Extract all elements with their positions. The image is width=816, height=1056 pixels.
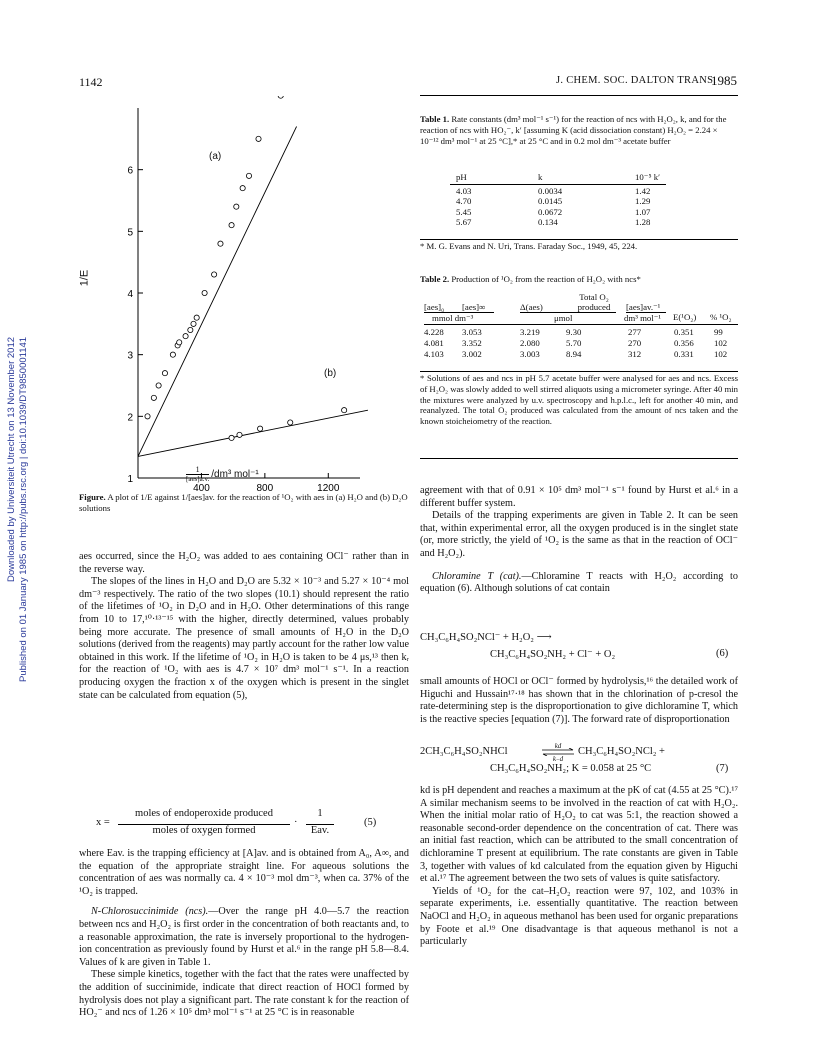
data-point-a (191, 321, 196, 326)
page-number: 1142 (79, 75, 103, 89)
data-point-a (256, 136, 261, 141)
download-watermark (4, 60, 28, 680)
table1-cell: 1.28 (635, 217, 651, 227)
table1-cell: 0.134 (538, 217, 558, 227)
table2-header: % ¹O₂ (710, 312, 732, 322)
equation-6 (420, 631, 738, 665)
table-row (424, 338, 738, 349)
table1-cell: 5.45 (456, 206, 472, 217)
right-column-mid (420, 676, 738, 726)
table2-header-total: Total O₂ produced (577, 292, 611, 312)
data-point-a (145, 414, 150, 419)
table2-header: Δ(aes) (520, 302, 543, 312)
eq7-number: (7) (716, 763, 729, 774)
data-point-a (151, 395, 156, 400)
right-column-lower (420, 785, 738, 949)
data-point-a (240, 186, 245, 191)
eq5-fraction2-num: 1 (317, 808, 323, 819)
figure-plot (78, 96, 408, 496)
table1-header: 10⁻⁵ k′ (635, 172, 661, 182)
table2-title (420, 274, 738, 285)
left-para-4 (79, 906, 409, 969)
x-tick-label: 400 (193, 483, 210, 494)
y-tick-label: 3 (127, 350, 133, 362)
right-para-2: Details of the trapping experiments are given in Table 2. It can be seen that, within experimental error, all the oxygen produced is in the singlet state (or, more strictly, the yield of ¹O₂ is the same as that in the reaction of OCl⁻ and H₂O₂). (420, 510, 738, 559)
table2-cell: 277 (628, 327, 642, 337)
table2-end-rule (420, 458, 738, 459)
data-points (145, 96, 347, 441)
table2-cell: 102 (714, 349, 728, 359)
eq5-numerator: moles of endoperoxide produced (135, 808, 273, 819)
table1-title (420, 114, 738, 146)
table2-cell: 3.053 (462, 327, 482, 337)
data-point-a (246, 173, 251, 178)
table1-cell: 1.42 (635, 185, 651, 196)
table2 (424, 292, 738, 372)
data-point-b (229, 435, 234, 440)
table2-cell: 0.331 (674, 349, 694, 359)
x-axis-label-unit: /dm³ mol⁻¹ (211, 469, 259, 480)
table1-header: pH (456, 172, 467, 182)
y-tick-label: 2 (127, 412, 133, 424)
table2-cell: 4.081 (424, 338, 444, 348)
table2-header-rule (424, 324, 738, 325)
right-para-6: Yields of ¹O₂ for the cat–H₂O₂ reaction were 97, 102, and 103% in separate experiments, i.e. essentially quantitative. The reaction between NaOCl and H₂O₂ in aqueous methanol has been used for organic preparations by Foote et al.¹⁹ One disadvantage is that aqueous methanol is not a particularly (420, 885, 738, 948)
fit-lines (138, 127, 368, 457)
table2-cell: 312 (628, 349, 642, 359)
table2-title-text: Production of ¹O₂ from the reaction of H₂O₂ with ncs* (451, 274, 641, 284)
table2-cell: 4.103 (424, 349, 444, 359)
left-para-5: These simple kinetics, together with the fact that the rates were unaffected by the addition of succinimide, indicate that direct reaction of HOCl formed by hydrolysis does not play a significant part. The rate constant k for the reaction of HO₂⁻ and ncs of 1.26 × 10⁵ dm³ mol⁻¹ s⁻¹ at 25 °C is in reasonable (79, 969, 409, 1019)
eq7-kd: kd (554, 742, 562, 750)
y-axis-label: 1/E (78, 269, 91, 287)
data-point-a (194, 315, 199, 320)
x-axis-label-den: [aes]a.v. (186, 475, 210, 483)
data-point-a (188, 327, 193, 332)
table-row (450, 196, 666, 207)
cat-text: —Chloramine T reacts with H₂O₂ according to equation (6). Although solutions of cat contain (420, 570, 738, 595)
eq6-number: (6) (716, 648, 729, 659)
table2-header: [aes]∞ (462, 302, 486, 312)
right-para-1: agreement with that of 0.91 × 10⁵ dm³ mol⁻¹ s⁻¹ found by Hurst et al.⁶ in a different buffer system. (420, 485, 738, 509)
right-para-3 (420, 571, 738, 596)
table2-cell: 2.080 (520, 338, 540, 348)
data-point-a (177, 340, 182, 345)
table1-cell: 0.0672 (538, 206, 563, 217)
table2-cell: 0.356 (674, 338, 694, 348)
x-axis-label (186, 466, 259, 483)
y-tick-label: 1 (127, 474, 133, 485)
table2-cell: 8.94 (566, 349, 582, 359)
table1 (450, 172, 666, 228)
eq7-left: 2CH₃C₆H₄SO₂NHCl (420, 746, 508, 757)
data-point-b (288, 420, 293, 425)
x-axis-label-num: 1 (195, 465, 200, 474)
eq6-line1: CH₃C₆H₄SO₂NCl⁻ + H₂O₂ ⟶ (420, 632, 552, 643)
left-para-3: where Eav. is the trapping efficiency at [A]av. and is obtained from A₀, A∞, and the equation of the appropriate straight line. For aqueous solutions the concentration of aes was normally ca. 4 × 10⁻³ mol dm⁻³, when ca. 37% of the ¹O₂ is trapped. (79, 848, 409, 897)
series-label-b: (b) (324, 368, 337, 379)
table1-cell: 1.07 (635, 206, 651, 217)
left-para-1: aes occurred, since the H₂O₂ was added to aes containing OCl⁻ rather than in the reverse way. (79, 551, 409, 575)
table1-title-text: Rate constants (dm³ mol⁻¹ s⁻¹) for the reaction of ncs with H₂O₂, k, and for the reaction of ncs with HO₂⁻, k′ [assuming K (acid dissociation constant) H₂O₂ = 2.24 × 10⁻¹² dm³ mol⁻¹ at 25 °C],* at 25 °C and in 0.2 mol dm⁻³ acetate buffer (420, 114, 727, 146)
table1-cell: 4.70 (456, 196, 472, 206)
journal-year: 1985 (711, 73, 737, 88)
left-para-2: The slopes of the lines in H₂O and D₂O are 5.32 × 10⁻³ and 5.27 × 10⁻⁴ mol dm⁻³ respectively. The ratio of the two slopes (10.1) should represent the ratio of the lifetimes of ¹O₂ in D₂O and in H₂O. Other determinations of this range from 10 to 17,¹⁰·¹³⁻¹⁵ with the higher, directly determined, values probably being more accurate. The presence of small amounts of H₂O in the D₂O solutions (derived from the reagents) may partly account for the rather low value obtained in this work. If the lifetime of ¹O₂ in H₂O is taken to be 4 μs,¹³ then kᵣ for the reaction of ¹O₂ with aes is 4.7 × 10⁷ dm³ mol⁻¹ s⁻¹. In a reaction producing oxygen the fraction x of the oxygen which is present in the singlet state can be calculated from equation (5), (79, 576, 409, 701)
publication-line: Published on 01 January 1985 on http://pubs.rsc.org | doi:10.1039/DT9850001141 (18, 336, 29, 682)
table1-top-rule (420, 95, 738, 96)
ncs-heading: N-Chlorosuccinimide (ncs). (91, 906, 209, 918)
journal-name: J. CHEM. SOC. DALTON TRANS. (556, 75, 717, 86)
table2-cell: 4.228 (424, 327, 444, 337)
eq5-lhs: x = (96, 817, 110, 828)
data-point-a (234, 204, 239, 209)
cat-heading: Chloramine T (cat). (432, 570, 522, 582)
table2-unit: dm³ mol⁻¹ (624, 313, 662, 323)
eq5-fraction2-den: Eav. (306, 824, 334, 836)
data-point-b (342, 408, 347, 413)
x-tick-label: 800 (256, 483, 274, 494)
eq6-line2: CH₃C₆H₄SO₂NH₂ + Cl⁻ + O₂ (490, 649, 616, 660)
table2-header: E(¹O₂) (673, 312, 697, 322)
y-tick-label: 6 (127, 165, 133, 177)
table-row (424, 349, 738, 360)
eq5-number: (5) (364, 817, 377, 828)
eq7-line2: CH₃C₆H₄SO₂NH₂; K = 0.058 at 25 °C (490, 763, 652, 774)
table2-cell: 0.351 (674, 327, 694, 337)
equation-5: x = moles of endoperoxide produced moles of oxygen formed · 1 Eav. (5) (96, 808, 377, 836)
y-tick-label: 5 (127, 227, 133, 239)
table2-cell: 99 (714, 327, 723, 337)
data-point-a (218, 241, 223, 246)
data-point-a (229, 223, 234, 228)
data-point-a (212, 272, 217, 277)
eq5-denominator: moles of oxygen formed (118, 824, 290, 836)
table-row (450, 207, 666, 218)
right-para-4: small amounts of HOCl or OCl⁻ formed by hydrolysis,¹⁶ the detailed work of Higuchi and Hussain¹⁷·¹⁸ has shown that in the chlorination of p-cresol the rate-determining step is the disproportionation to give dichloramine T, which is the reactive species [equation (7)]. The forward rate of disproportionation (420, 676, 738, 725)
series-label-a: (a) (209, 151, 222, 162)
table2-cell: 3.003 (520, 349, 540, 359)
eq7-k-minus-d: k₋d (552, 755, 564, 763)
left-column (79, 551, 409, 702)
figure-caption (79, 492, 409, 514)
table2-footnote: * Solutions of aes and ncs in pH 5.7 acetate buffer were analysed for aes and ncs. Excess of H₂O₂ was slowly added to well stirred aliquots using a micrometer syringe. After 40 min the mixtures were analyzed by u.v. spectroscopy and h.p.l.c., left for another 40 min, and reanalyzed. The total O₂ produced was calculated from the amount of ncs taken and the known stoicheiometry of the reaction. (420, 373, 738, 427)
left-column-lower (79, 848, 409, 1020)
table1-cell: 1.29 (635, 196, 651, 206)
data-point-a (156, 383, 161, 388)
table1-cell: 0.0034 (538, 185, 563, 196)
table2-label: Table 2. (420, 274, 450, 284)
figure-caption-text: A plot of 1/E against 1/[aes]av. for the reaction of ¹O₂ with aes in (a) H₂O and (b) D₂O solutions (79, 492, 408, 513)
table2-body (424, 327, 738, 360)
data-point-b (258, 426, 263, 431)
right-column (420, 485, 738, 596)
data-point-a (183, 334, 188, 339)
table-row (450, 217, 666, 228)
x-tick-label: 1200 (317, 483, 340, 494)
y-tick-label: 4 (127, 289, 133, 300)
table1-cell: 4.03 (456, 185, 472, 196)
eq7-equilibrium-arrows (541, 748, 575, 755)
table-row (424, 327, 738, 338)
table2-bottom-rule (420, 371, 738, 372)
table2-cell: 3.002 (462, 349, 482, 359)
figure-caption-label: Figure. (79, 492, 106, 502)
table2-cell: 270 (628, 338, 642, 348)
table1-bottom-rule (420, 239, 738, 240)
data-point-a (170, 352, 175, 357)
plot-axes (127, 108, 360, 494)
eq7-right: CH₃C₆H₄SO₂NCl₂ + (578, 746, 665, 757)
table2-cell: 5.70 (566, 338, 582, 348)
equation-7 (420, 742, 738, 778)
table2-cell: 3.352 (462, 338, 482, 348)
data-point-a (162, 371, 167, 376)
table1-footnote: * M. G. Evans and N. Uri, Trans. Faraday Soc., 1949, 45, 224. (420, 241, 638, 251)
table2-cell: 9.30 (566, 327, 582, 337)
download-line: Downloaded by Universiteit Utrecht on 13 November 2012 (6, 336, 17, 582)
table2-unit: μmol (554, 313, 573, 323)
table2-cell: 3.219 (520, 327, 540, 337)
table2-header: [aes]₀ (424, 302, 445, 312)
ncs-text: —Over the range pH 4.0—5.7 the reaction between ncs and H₂O₂ is first order in the concentration of both reactants and, to a reasonable approximation, the rate is inversely proportional to the hydrogen-ion concentration as previously found by Hurst et al.⁶ in the range pH 5.8—8.4. Values of k are given in Table 1. (79, 906, 409, 968)
data-point-b (237, 432, 242, 437)
table2-unit: mmol dm⁻³ (432, 313, 474, 323)
fit-line-a (138, 127, 297, 457)
table2-cell: 102 (714, 338, 728, 348)
table1-grid (450, 172, 666, 228)
data-point-a (202, 290, 207, 295)
table1-label: Table 1. (420, 114, 450, 124)
table2-header: [aes]av.⁻¹ (626, 302, 661, 312)
table1-header-row (450, 172, 666, 183)
table-row (450, 186, 666, 197)
figure (78, 96, 408, 496)
table1-cell: 0.0145 (538, 196, 563, 206)
right-para-5: kd is pH dependent and reaches a maximum at the pK of cat (4.55 at 25 °C).¹⁷ A similar mechanism seems to be involved in the reaction of cat with H₂O₂. When the initial molar ratio of H₂O₂ to cat was 5:1, the reaction showed a reasonable second-order dependence on the concentration of cat. There was an initial fast reaction, which can be attributed to the small concentration of dichloramine T present at equilibrium. The rate constants are given in Table 3, together with values of kd calculated from the equation given by Higuchi et al.¹⁷ The agreement between the two sets of values is quite satisfactory. (420, 785, 738, 885)
table1-cell: 5.67 (456, 217, 472, 227)
table1-header: k (538, 172, 543, 182)
data-point-a (278, 96, 283, 98)
fit-line-b (138, 410, 368, 456)
